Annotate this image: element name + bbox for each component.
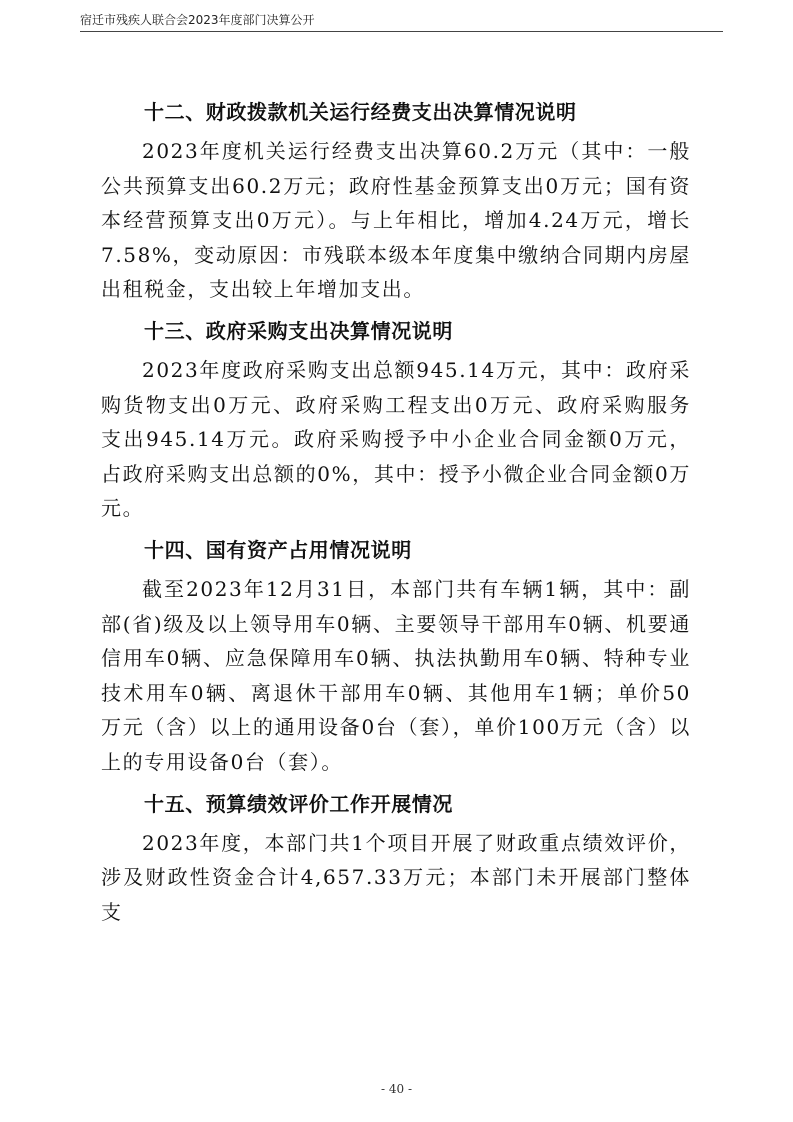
- document-body: [101, 90, 691, 929]
- section-15: [101, 782, 691, 930]
- section-paragraph: 2023年度机关运行经费支出决算60.2万元（其中：一般公共预算支出60.2万元；政府性基金预算支出0万元；国有资本经营预算支出0万元）。与上年相比，增加4.24万元，增长7.58%，变动原因：市残联本级本年度集中缴纳合同期内房屋出租税金，支出较上年增加支出。: [101, 139, 691, 302]
- page-header: 宿迁市残疾人联合会2023年度部门决算公开: [80, 13, 315, 27]
- section-heading: 十三、政府采购支出决算情况说明: [144, 318, 453, 343]
- section-heading: 十四、国有资产占用情况说明: [144, 537, 412, 562]
- page-number: - 40 -: [380, 1082, 412, 1096]
- section-paragraph: 截至2023年12月31日，本部门共有车辆1辆，其中：副部(省)级及以上领导用车0辆、主要领导干部用车0辆、机要通信用车0辆、应急保障用车0辆、执法执勤用车0辆、特种专业技术用车0辆、离退休干部用车0辆、其他用车1辆；单价50万元（含）以上的通用设备0台（套），单价100万元（含）以上的专用设备0台（套）。: [101, 576, 691, 774]
- section-heading: 十二、财政拨款机关运行经费支出决算情况说明: [144, 100, 577, 124]
- section-14: [101, 528, 691, 780]
- section-paragraph: 2023年度，本部门共1个项目开展了财政重点绩效评价，涉及财政性资金合计4,657.33万元；本部门未开展部门整体支: [101, 830, 691, 924]
- section-paragraph: 2023年度政府采购支出总额945.14万元，其中：政府采购货物支出0万元、政府采购工程支出0万元、政府采购服务支出945.14万元。政府采购授予中小企业合同金额0万元，占政府采购支出总额的0%，其中：授予小微企业合同金额0万元。: [101, 357, 691, 521]
- section-13: [101, 309, 691, 526]
- header-divider: [80, 31, 723, 32]
- section-12: [101, 90, 691, 307]
- section-heading: 十五、预算绩效评价工作开展情况: [144, 791, 453, 816]
